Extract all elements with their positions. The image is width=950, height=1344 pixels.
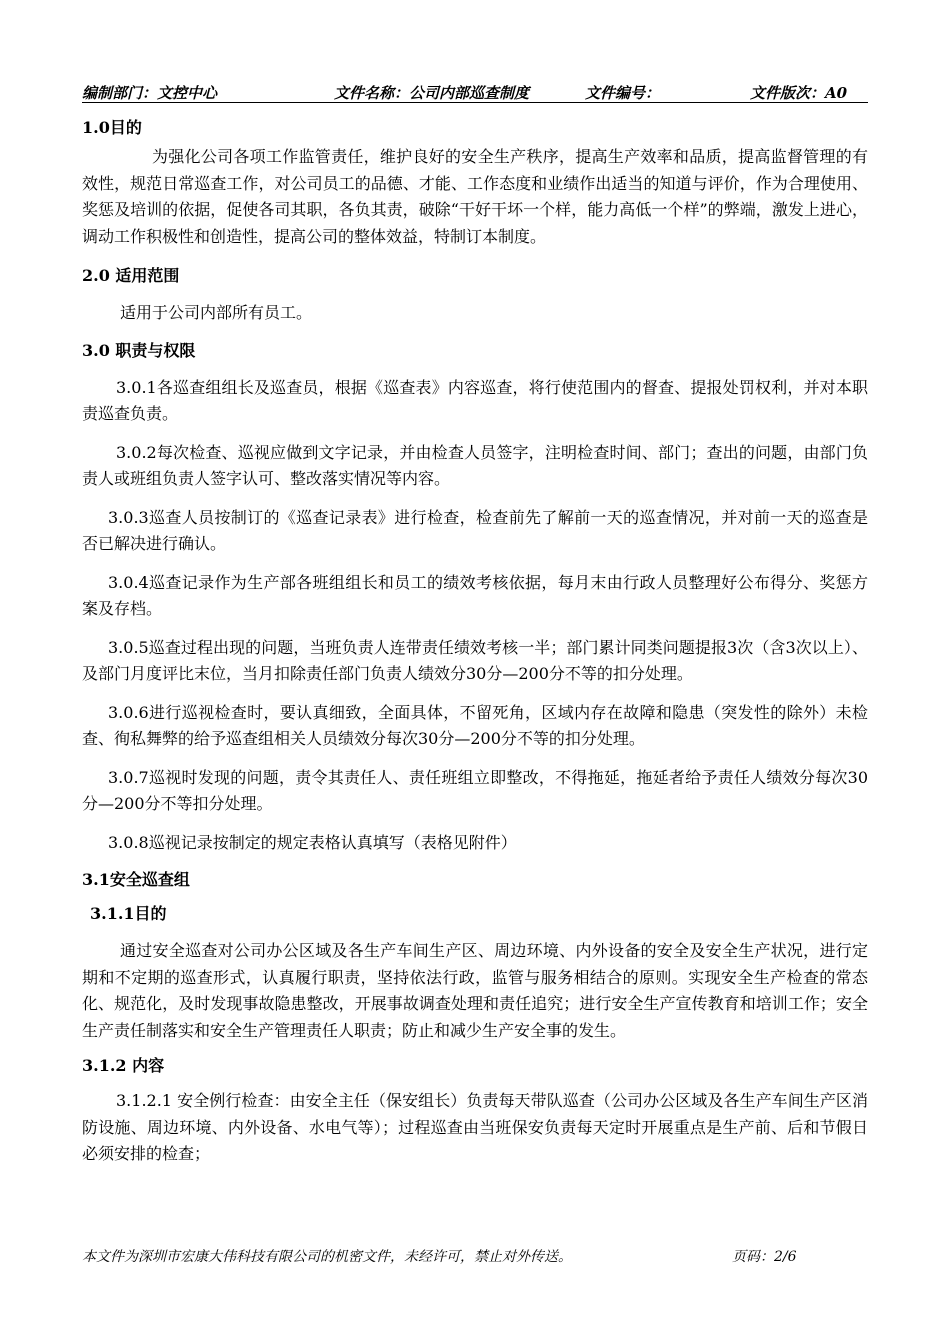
section-title-purpose: 1.0目的 [82, 118, 142, 137]
header-file-name: 文件名称：公司内部巡查制度 [334, 84, 530, 102]
section-3-1-1-text: 通过安全巡查对公司办公区域及各生产车间生产区、周边环境、内外设备的安全及安全生产状况，进行定期和不定期的巡查形式，认真履行职责，坚持依法行政，监管与服务相结合的原则。实现安全生产检查的常态化、规范化，及时发现事故隐患整改，开展事故调查处理和责任追究；进行安全生产宣传教育和培训工作；安全生产责任制落实和安全生产管理责任人职责；防止和减少生产安全事的发生。 [82, 941, 868, 1040]
section-scope-text: 适用于公司内部所有员工。 [120, 303, 313, 322]
document-header [82, 80, 868, 103]
section-title-scope: 2.0 适用范围 [82, 266, 180, 285]
section-title-3-1-2: 3.1.2 内容 [82, 1056, 165, 1075]
document-footer [82, 1246, 868, 1266]
section-title-duties: 3.0 职责与权限 [82, 340, 196, 360]
page-number: 页码：2/6 [732, 1249, 797, 1265]
section-title-safety-inspection: 3.1安全巡查组 [82, 870, 190, 889]
section-title-3-1-1: 3.1.1目的 [90, 904, 167, 923]
clause-3-0-3: 3.0.3巡查人员按制订的《巡查记录表》进行检查，检查前先了解前一天的巡查情况，并对前一天的巡查是否已解决进行确认。 [82, 507, 868, 553]
clause-3-0-5: 3.0.5巡查过程出现的问题，当班负责人连带责任绩效考核一半；部门累计同类问题提报3次（含3次以上）、及部门月度评比末位，当月扣除责任部门负责人绩效分30分—200分不等的扣分处理。 [82, 637, 868, 683]
header-file-number: 文件编号： [585, 84, 661, 102]
header-department: 编制部门：文控中心 [82, 84, 218, 102]
header-version: 文件版次：A0 [750, 84, 848, 102]
clause-3-0-6: 3.0.6进行巡视检查时，要认真细致，全面具体，不留死角，区域内存在故障和隐患（突发性的除外）未检查、徇私舞弊的给予巡查组相关人员绩效分每次30分—200分不等的扣分处理。 [82, 702, 868, 748]
clause-3-0-8: 3.0.8巡视记录按制定的规定表格认真填写（表格见附件） [108, 832, 517, 852]
clause-3-1-2-1: 3.1.2.1 安全例行检查：由安全主任（保安组长）负责每天带队巡查（公司办公区域及各生产车间生产区消防设施、周边环境、内外设备、水电气等）；过程巡查由当班保安负责每天定时开展重点是生产前、后和节假日必须安排的检查； [82, 1091, 868, 1163]
clause-3-0-1: 3.0.1各巡查组组长及巡查员，根据《巡查表》内容巡查，将行使范围内的督查、提报处罚权利，并对本职责巡查负责。 [82, 377, 868, 423]
section-purpose-text: 为强化公司各项工作监管责任，维护良好的安全生产秩序，提高生产效率和品质，提高监督管理的有效性，规范日常巡查工作，对公司员工的品德、才能、工作态度和业绩作出适当的知道与评价，作为合理使用、奖惩及培训的依据，促使各司其职，各负其责，破除“干好干坏一个样，能力高低一个样”的弊端，激发上进心，调动工作积极性和创造性，提高公司的整体效益，特制订本制度。 [82, 147, 868, 246]
clause-3-0-7: 3.0.7巡视时发现的问题，责令其责任人、责任班组立即整改，不得拖延，拖延者给予责任人绩效分每次30分—200分不等扣分处理。 [82, 767, 868, 813]
confidentiality-notice: 本文件为深圳市宏康大伟科技有限公司的机密文件，未经许可，禁止对外传送。 [82, 1249, 572, 1265]
clause-3-0-2: 3.0.2每次检查、巡视应做到文字记录，并由检查人员签字，注明检查时间、部门；查出的问题，由部门负责人或班组负责人签字认可、整改落实情况等内容。 [82, 442, 868, 488]
clause-3-0-4: 3.0.4巡查记录作为生产部各班组组长和员工的绩效考核依据，每月末由行政人员整理好公布得分、奖惩方案及存档。 [82, 572, 868, 618]
document-body [82, 116, 868, 1168]
